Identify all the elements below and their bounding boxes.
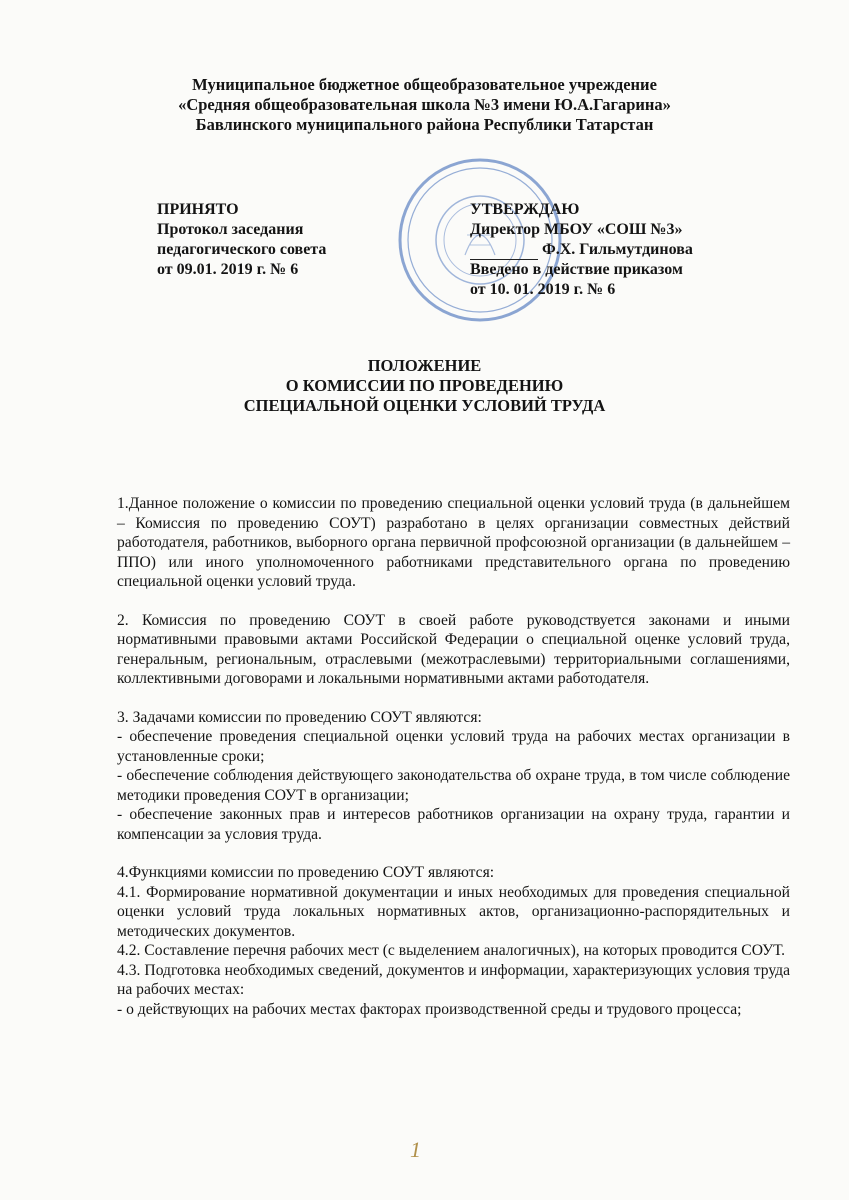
section-3-item-c: - обеспечение законных прав и интересов работников организации на охрану труда, гарантии и компенсации за условия труда. (117, 806, 790, 843)
section-3-item-b: - обеспечение соблюдения действующего законодательства об охране труда, в том числе соблюдение методики проведения СОУТ в организации; (117, 767, 790, 804)
approved-line-4: от 10. 01. 2019 г. № 6 (470, 281, 616, 298)
section-2: 2. Комиссия по проведению СОУТ в своей работе руководствуется законами и иными нормативными правовыми актами Российской Федерации о специальной оценке условий труда, генеральным, региональным, отраслевыми (межотраслевыми) территориальными соглашениями, коллективными договорами и локальными нормативными актами работодателя. (117, 611, 790, 687)
page-number: 1 (410, 1137, 421, 1162)
section-3-item-a: - обеспечение проведения специальной оценки условий труда на рабочих местах организации в установленные сроки; (117, 728, 790, 765)
accepted-line-1: Протокол заседания (157, 221, 304, 238)
signature-line (470, 245, 538, 260)
approved-line-3: Введено в действие приказом (470, 261, 683, 278)
accepted-title: ПРИНЯТО (157, 201, 239, 218)
approved-line-1: Директор МБОУ «СОШ №3» (470, 221, 683, 238)
accepted-line-3: от 09.01. 2019 г. № 6 (157, 261, 299, 278)
document-body (117, 494, 790, 1019)
section-4-3: 4.3. Подготовка необходимых сведений, документов и информации, характеризующих условия труда на рабочих местах: (117, 961, 790, 998)
title-line-1: ПОЛОЖЕНИЕ (367, 356, 482, 375)
section-3-title: 3. Задачами комиссии по проведению СОУТ являются: (117, 708, 482, 726)
accepted-line-2: педагогического совета (157, 241, 327, 258)
header-line-2: «Средняя общеобразовательная школа №3 имени Ю.А.Гагарина» (178, 95, 671, 114)
document-title (0, 356, 849, 416)
signature-row (470, 240, 730, 260)
section-4-1: 4.1. Формирование нормативной документации и иных необходимых для проведения специальной оценки условий труда локальных нормативных актов, организационно-распорядительных и методических документов. (117, 883, 790, 940)
approved-block (470, 200, 730, 300)
organization-header (0, 75, 849, 135)
section-4-3-item-a: - о действующих на рабочих местах факторах производственной среды и трудового процесса; (117, 1000, 742, 1018)
approved-title: УТВЕРЖДАЮ (470, 201, 580, 218)
title-line-3: СПЕЦИАЛЬНОЙ ОЦЕНКИ УСЛОВИЙ ТРУДА (243, 396, 606, 415)
section-1: 1.Данное положение о комиссии по проведению специальной оценки условий труда (в дальнейшем – Комиссия по проведению СОУТ) разработано в целях организации совместных действий работодателя, работников, выборного органа первичной профсоюзной организации (в дальнейшем – ППО) или иного уполномоченного работниками представительного органа по проведению специальной оценки условий труда. (117, 495, 790, 590)
header-line-1: Муниципальное бюджетное общеобразовательное учреждение (192, 75, 657, 94)
director-signature-name: Ф.Х. Гильмутдинова (542, 241, 693, 258)
header-line-3: Бавлинского муниципального района Республики Татарстан (195, 115, 654, 134)
section-4-2: 4.2. Составление перечня рабочих мест (с выделением аналогичных), на которых проводится СОУТ. (117, 942, 785, 959)
accepted-block (157, 200, 397, 280)
section-4-title: 4.Функциями комиссии по проведению СОУТ являются: (117, 864, 495, 881)
title-line-2: О КОМИССИИ ПО ПРОВЕДЕНИЮ (285, 376, 564, 395)
